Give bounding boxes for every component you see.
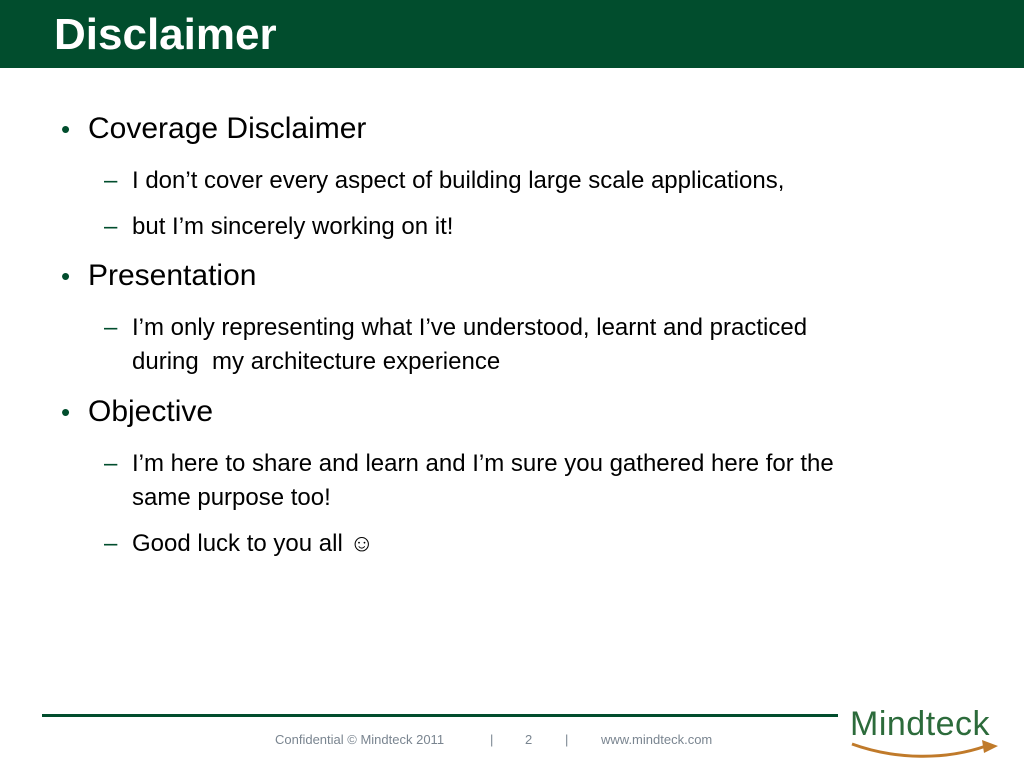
subitem-line: Good luck to you all ☺ (132, 530, 374, 557)
subitem-presentation-1 (132, 311, 982, 379)
footer-website: www.mindteck.com (601, 732, 713, 747)
subitem-line: I don’t cover every aspect of building large scale applications, (132, 167, 785, 194)
footer-separator: | (565, 732, 569, 747)
subitem-coverage-2 (132, 210, 982, 244)
subitem-line: I’m here to share and learn and I’m sure you gathered here for the (132, 450, 834, 477)
bullet-icon: • (61, 114, 71, 144)
dash-icon: – (104, 450, 118, 477)
bullet-icon: • (61, 261, 71, 291)
mindteck-logo (846, 700, 1006, 762)
footer-page-number: 2 (525, 732, 533, 747)
dash-icon: – (104, 167, 118, 194)
dash-icon: – (104, 213, 118, 240)
footer-separator: | (490, 732, 494, 747)
bullet-objective: Objective (88, 395, 214, 428)
subitem-coverage-1 (132, 164, 982, 198)
bullet-presentation: Presentation (88, 259, 257, 292)
bullet-coverage-disclaimer: Coverage Disclaimer (88, 112, 367, 145)
logo-wordmark: Mindteck (850, 705, 991, 743)
subitem-objective-1 (132, 447, 982, 515)
subitem-objective-2 (132, 527, 982, 561)
swoosh-arrow-icon (846, 700, 1006, 762)
footer-divider (42, 714, 838, 717)
subitem-line: same purpose too! (132, 484, 331, 511)
subitem-line: I’m only representing what I’ve understood, learnt and practiced (132, 314, 808, 341)
dash-icon: – (104, 530, 118, 557)
slide-title: Disclaimer (54, 10, 277, 59)
subitem-line: but I’m sincerely working on it! (132, 213, 454, 240)
subitem-line: during my architecture experience (132, 348, 501, 375)
footer-confidential: Confidential © Mindteck 2011 (275, 732, 445, 747)
dash-icon: – (104, 314, 118, 341)
bullet-icon: • (61, 397, 71, 427)
